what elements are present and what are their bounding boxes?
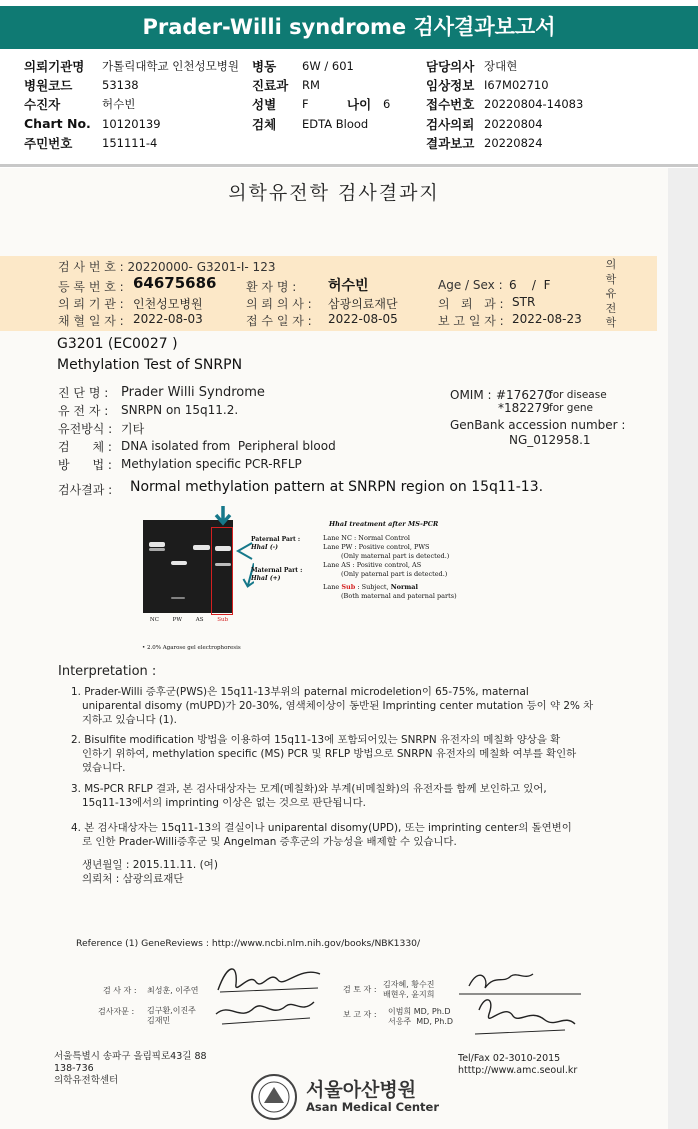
detail-label: 검 체 : — [58, 439, 112, 454]
interpretation-item-2 — [71, 733, 631, 775]
gel-band — [193, 545, 210, 550]
field-value: 20220804-14083 — [484, 97, 584, 112]
sheet-title: 의학유전학 검사결과지 — [228, 182, 440, 204]
gel-band — [149, 542, 165, 547]
gel-band — [149, 548, 165, 551]
receipt-date-value: 2022-08-05 — [328, 312, 398, 326]
test-details — [58, 383, 336, 473]
patient-name-value: 허수빈 — [328, 278, 369, 294]
omim-gene-note: for gene — [549, 402, 594, 414]
address-line: 서울특별시 송파구 올림픽로43길 88 — [54, 1051, 207, 1062]
legend-title: HhaI treatment after MS-PCR — [329, 520, 439, 528]
interp-line: 3. MS-PCR RFLP 결과, 본 검사대상자는 모계(메칠화)와 부계(비메칠화)의 유전자를 함께 보인하고 있어, — [71, 783, 547, 795]
interp-line: 였습니다. — [82, 762, 126, 774]
report-title: Prader-Willi syndrome 검사결과보고서 — [0, 6, 698, 49]
field-label: Chart No. — [24, 116, 91, 132]
interp-line: 15q11-13에서의 imprinting 이상은 없는 것으로 판단됩니다. — [82, 797, 366, 809]
institution-label: 의 뢰 기 관 : — [58, 297, 124, 311]
subject-arrow-icon — [212, 505, 234, 527]
field-value: F — [302, 97, 309, 112]
legend-subject-line — [323, 583, 457, 592]
test-number: 검 사 번 호 : 20220000- G3201-I- 123 — [58, 260, 276, 274]
header-fields-left — [24, 56, 254, 152]
legend-line: Lane AS : Positive control, AS — [323, 561, 422, 569]
genbank-value: NG_012958.1 — [509, 433, 591, 447]
legend-sub-prefix: Lane — [323, 583, 340, 591]
field-value: 53138 — [102, 77, 139, 92]
gel-band — [171, 597, 185, 599]
field-value: 20220824 — [484, 135, 543, 150]
detail-value: Methylation specific PCR-RFLP — [121, 457, 302, 471]
doctor-value: 삼광의료재단 — [328, 297, 398, 311]
legend-sub-normal: Normal — [390, 583, 418, 591]
collection-date-label: 채 혈 일 자 : — [58, 314, 124, 328]
age-sex-label: Age / Sex : — [438, 278, 503, 292]
detail-value: 기타 — [121, 421, 145, 436]
reviewer-names: 김자혜, 황수진 배현우, 윤지희 — [383, 980, 435, 999]
legend-line: (Only paternal part is detected.) — [341, 570, 448, 578]
doctor-label: 의 뢰 의 사 : — [246, 297, 312, 311]
field-value: EDTA Blood — [302, 116, 369, 131]
interpretation-item-3 — [71, 782, 631, 810]
reference: Reference (1) GeneReviews : http://www.ncbi.nlm.nih.gov/books/NBK1330/ — [76, 938, 421, 949]
field-value: RM — [302, 77, 320, 92]
age-value: 6 — [383, 97, 391, 112]
patient-info-band-side — [627, 256, 657, 331]
diagnosis-value: Prader Willi Syndrome — [121, 384, 265, 400]
field-value: 10120139 — [102, 116, 161, 131]
field-label: 검사의뢰 — [426, 116, 475, 132]
advisor-names: 김구환,이진주 김재민 — [147, 1006, 196, 1025]
legend-line: Lane NC : Normal Control — [323, 534, 410, 542]
gel-band — [171, 561, 187, 565]
dept-value: STR — [512, 295, 536, 309]
gel-caption: • 2.0% Agarose gel electrophoresis — [142, 645, 241, 651]
gel-lane-labels — [143, 617, 235, 623]
detail-label: 진 단 명 : — [58, 385, 109, 400]
paternal-label — [251, 536, 300, 552]
detail-label: 유전방식 : — [58, 421, 113, 436]
interp-line: 지하고 있습니다 (1). — [82, 714, 177, 726]
interp-line: uniparental disomy (mUPD)가 20-30%, 염색체이상이 동반된 Imprinting center mutation 등이 약 2% 차 — [82, 700, 594, 712]
field-label: 검체 — [252, 116, 277, 132]
omim-disease-id: #176270 — [496, 388, 552, 402]
address-line: 138-736 — [54, 1063, 94, 1074]
field-value: 가톨릭대학교 인천성모병원 — [102, 58, 239, 73]
omim-disease-note: for disease — [549, 389, 607, 401]
maternal-sub: HhaI (+) — [251, 575, 281, 582]
reg-no-value: 64675686 — [133, 274, 217, 292]
omim-label: OMIM : — [450, 388, 492, 402]
age-label: 나이 — [347, 97, 372, 113]
hospital-name-ko: 서울아산병원 — [306, 1079, 417, 1101]
vertical-char: 학 — [605, 272, 617, 286]
tel-fax: Tel/Fax 02-3010-2015 — [458, 1053, 561, 1064]
lane-label: PW — [172, 617, 183, 623]
detail-label: 유 전 자 : — [58, 403, 109, 418]
legend-sub-word: Sub — [341, 583, 356, 591]
test-name: Methylation Test of SNRPN — [57, 357, 243, 373]
header-divider — [0, 164, 698, 167]
patient-name-label: 환 자 명 : — [246, 280, 297, 294]
legend-line: (Both maternal and paternal parts) — [341, 592, 457, 600]
interpretation-title: Interpretation : — [58, 664, 157, 679]
reporter-label: 보 고 자 : — [343, 1010, 377, 1019]
age-sex-value: 6 / F — [509, 278, 551, 292]
result-label: 검사결과 : — [58, 483, 113, 497]
signature-examiner — [210, 952, 328, 1032]
field-label: 결과보고 — [426, 135, 475, 151]
birth-date: 생년월일 : 2015.11.11. (여) — [82, 859, 218, 871]
detail-value: DNA isolated from Peripheral blood — [121, 439, 336, 453]
advisor-label: 검사자문 : — [98, 1007, 135, 1016]
field-label: 성별 — [252, 97, 277, 113]
field-value: I67M02710 — [484, 77, 549, 92]
receipt-date-label: 접 수 일 자 : — [246, 314, 312, 328]
header-fields-mid — [252, 56, 422, 133]
field-label: 병동 — [252, 58, 277, 74]
vertical-char: 학 — [605, 316, 617, 329]
interp-line: 2. Bisulfite modification 방법을 이용하여 15q11-13에 포함되어있는 SNRPN 유전자의 메칠화 양상을 확 — [71, 734, 561, 746]
report-date-value: 2022-08-23 — [512, 312, 582, 326]
paternal-title: Paternal Part : — [251, 536, 301, 543]
vertical-char: 유 — [605, 287, 617, 300]
maternal-label — [251, 567, 302, 583]
maternal-title: Maternal Part : — [251, 567, 303, 574]
lane-label: Sub — [217, 617, 229, 623]
reviewer-label: 검 토 자 : — [343, 985, 377, 994]
interpretation-item-4 — [71, 821, 631, 849]
gel-legend — [323, 520, 457, 601]
field-value: 허수빈 — [102, 97, 136, 112]
detail-label: 방 법 : — [58, 457, 112, 472]
field-label: 주민번호 — [24, 135, 73, 151]
vertical-char: 의 — [605, 258, 617, 271]
website: htttp://www.amc.seoul.kr — [458, 1065, 578, 1076]
collection-date-value: 2022-08-03 — [133, 312, 203, 326]
field-label: 수진자 — [24, 97, 61, 113]
legend-line: (Only maternal part is detected.) — [341, 552, 450, 560]
institution-value: 인천성모병원 — [133, 297, 203, 311]
interp-line: 1. Prader-Willi 증후군(PWS)은 15q11-13부위의 paternal microdeletion이 65-75%, maternal — [71, 686, 529, 698]
header-fields-right — [426, 56, 666, 152]
examiner-names: 최성훈, 이주연 — [147, 986, 199, 995]
field-label: 의뢰기관명 — [24, 58, 85, 74]
interp-line: 인하기 위하여, methylation specific (MS) PCR 및 RFLP 방법으로 SNRPN 유전자의 메칠화 여부를 확인하 — [82, 748, 577, 760]
legend-sub-mid: : Subject, — [357, 583, 389, 591]
field-label: 담당의사 — [426, 58, 475, 74]
field-value: 151111-4 — [102, 135, 158, 150]
field-label: 병원코드 — [24, 77, 73, 93]
field-value: 6W / 601 — [302, 58, 354, 73]
interpretation-item-1 — [71, 685, 631, 727]
lane-label: NC — [149, 617, 159, 623]
dept-label: 의 뢰 과 : — [438, 297, 504, 311]
lane-label: AS — [195, 617, 204, 623]
reg-no-label: 등 록 번 호 : — [58, 280, 124, 294]
asan-foundation-seal-icon — [250, 1073, 298, 1121]
interp-line: 4. 본 검사대상자는 15q11-13의 결실이나 uniparental disomy(UPD), 또는 imprinting center의 돌연변이 — [71, 822, 572, 834]
hospital-name-en: Asan Medical Center — [306, 1100, 440, 1114]
field-label: 임상정보 — [426, 77, 475, 93]
legend-line: Lane PW : Positive control, PWS — [323, 543, 430, 551]
genbank-label: GenBank accession number : — [450, 418, 626, 432]
report-date-label: 보 고 일 자 : — [438, 314, 504, 328]
interp-line: 로 인한 Prader-Willi증후군 및 Angelman 증후군의 가능성을 배제할 수 있습니다. — [82, 836, 457, 848]
paternal-sub: HhaI (-) — [251, 544, 278, 551]
requester: 의뢰처 : 삼광의료재단 — [82, 873, 184, 885]
field-value: 20220804 — [484, 116, 543, 131]
detail-value: SNRPN on 15q11.2. — [121, 403, 239, 417]
vertical-char: 전 — [605, 301, 617, 315]
subject-lane-highlight — [211, 527, 233, 615]
examiner-label: 검 사 자 : — [103, 986, 137, 995]
center-address — [54, 1051, 207, 1087]
department-vertical-label — [603, 258, 619, 331]
field-value: 장대현 — [484, 58, 518, 73]
signature-reviewer — [455, 958, 585, 1046]
result-value: Normal methylation pattern at SNRPN region on 15q11-13. — [130, 479, 544, 495]
field-label: 진료과 — [252, 77, 289, 93]
reporter-names: 이범희 MD, Ph.D 서응주 MD, Ph.D — [388, 1007, 454, 1026]
address-line: 의학유전학센터 — [54, 1075, 119, 1086]
sheet-margin — [668, 168, 698, 1129]
omim-gene-id: *182279 — [498, 401, 550, 415]
test-code: G3201 (EC0027 ) — [57, 336, 178, 352]
field-label: 접수번호 — [426, 97, 475, 113]
